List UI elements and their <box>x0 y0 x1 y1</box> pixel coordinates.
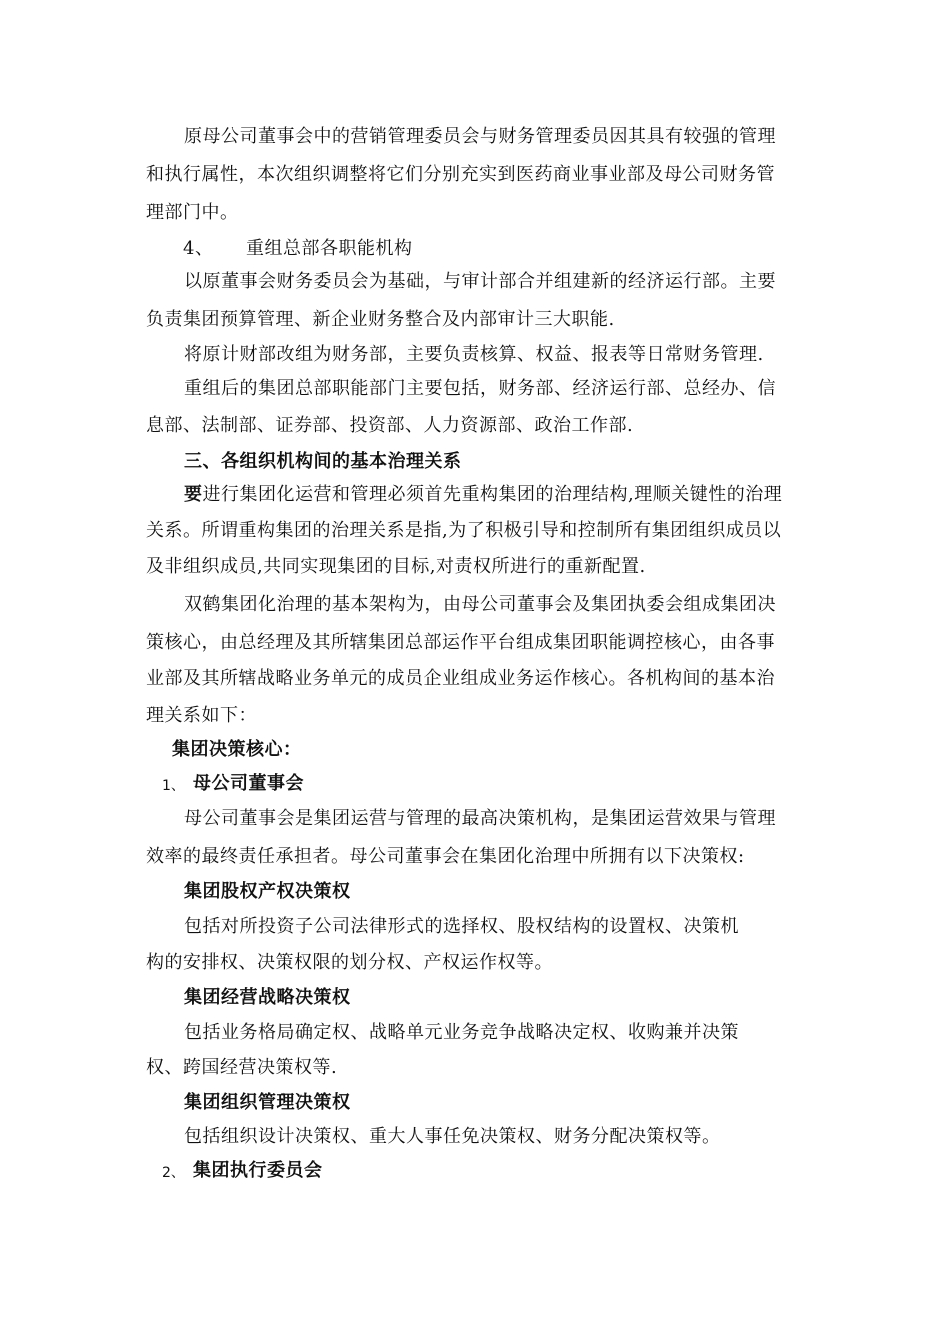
paragraph-line <box>184 483 782 507</box>
paragraph-line: 包括业务格局确定权、战略单元业务竞争战略决定权、收购兼并决策 <box>184 1022 739 1043</box>
paragraph-line: 息部、法制部、证券部、投资部、人力资源部、政治工作部. <box>146 415 634 436</box>
list-item-title: 集团执行委员会 <box>193 1160 323 1181</box>
paragraph-line: 理关系如下： <box>146 705 257 726</box>
list-number: 1、 <box>162 778 185 794</box>
paragraph-line: 构的安排权、决策权限的划分权、产权运作权等。 <box>146 952 553 973</box>
paragraph-line: 负责集团预算管理、新企业财务整合及内部审计三大职能. <box>146 309 615 330</box>
paragraph-line: 理部门中。 <box>146 202 239 223</box>
list-item-title: 母公司董事会 <box>193 773 304 794</box>
paragraph-line: 重组后的集团总部职能部门主要包括，财务部、经济运行部、总经办、信 <box>184 378 776 399</box>
paragraph-line: 策核心，由总经理及其所辖集团总部运作平台组成集团职能调控核心，由各事 <box>146 632 775 653</box>
subheading: 集团经营战略决策权 <box>184 987 351 1008</box>
list-number: 2、 <box>162 1165 185 1181</box>
paragraph-line: 权、跨国经营决策权等. <box>146 1057 338 1078</box>
paragraph-line: 母公司董事会是集团运营与管理的最高决策机构，是集团运营效果与管理 <box>184 808 776 829</box>
core-heading: 集团决策核心： <box>172 739 302 760</box>
paragraph-line: 原母公司董事会中的营销管理委员会与财务管理委员因其具有较强的管理 <box>184 126 776 147</box>
paragraph-line: 和执行属性，本次组织调整将它们分别充实到医药商业事业部及母公司财务管 <box>146 164 775 185</box>
paragraph-line: 业部及其所辖战略业务单元的成员企业组成业务运作核心。各机构间的基本治 <box>146 668 775 689</box>
section-heading: 三、各组织机构间的基本治理关系 <box>184 451 462 472</box>
paragraph-line: 及非组织成员,共同实现集团的目标,对责权所进行的重新配置. <box>146 556 646 577</box>
paragraph-line: 双鹤集团化治理的基本架构为，由母公司董事会及集团执委会组成集团决 <box>184 594 776 615</box>
paragraph-line: 效率的最终责任承担者。母公司董事会在集团化治理中所拥有以下决策权: <box>146 846 745 867</box>
paragraph-line: 包括对所投资子公司法律形式的选择权、股权结构的设置权、决策机 <box>184 916 739 937</box>
paragraph-text: 进行集团化运营和管理必须首先重构集团的治理结构,理顺关键性的治理 <box>202 484 783 505</box>
paragraph-line: 关系。所谓重构集团的治理关系是指,为了积极引导和控制所有集团组织成员以 <box>146 520 782 541</box>
heading-number: 4、 <box>183 238 214 259</box>
paragraph-line: 包括组织设计决策权、重大人事任免决策权、财务分配决策权等。 <box>184 1126 721 1147</box>
subheading: 集团股权产权决策权 <box>184 881 351 902</box>
subheading: 集团组织管理决策权 <box>184 1092 351 1113</box>
heading-text: 重组总部各职能机构 <box>246 238 413 259</box>
emphasis-char: 要 <box>184 484 203 505</box>
paragraph-line: 以原董事会财务委员会为基础，与审计部合并组建新的经济运行部。主要 <box>184 271 776 292</box>
paragraph-line: 将原计财部改组为财务部，主要负责核算、权益、报表等日常财务管理. <box>184 344 764 365</box>
